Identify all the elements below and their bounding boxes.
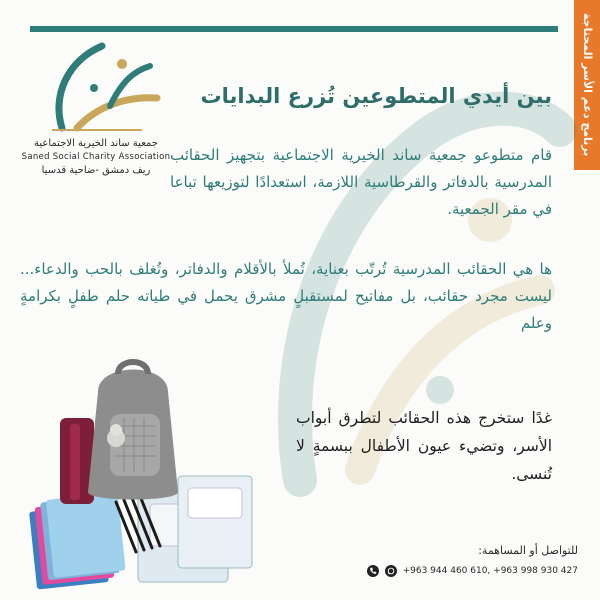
program-tab: [574, 0, 600, 170]
logo-location: ريف دمشق -ضاحية قدسيا: [41, 165, 151, 176]
contact-label: للتواصل أو المساهمة:: [478, 544, 578, 557]
program-tab-label: برنامج دعم الأسر المحتاجة: [581, 13, 594, 157]
folders: [28, 493, 127, 590]
logo-name-english: Saned Social Charity Association: [21, 152, 171, 162]
paragraph-bags: ها هي الحقائب المدرسية تُرتّب بعناية، تُملأ بالأقلام والدفاتر، وتُغلف بالحب والدعاء... ليست مجرد حقائب، بل مفاتيح لمستقبلٍ مشرق يحمل في طياته حلم طفلٍ بكرامةٍ وعلم: [20, 260, 552, 332]
logo-name-arabic: جمعية ساند الخيرية الاجتماعية: [34, 138, 158, 149]
phone-icon: [367, 565, 379, 577]
headline: بين أيدي المتطوعين تُزرع البدايات: [200, 84, 552, 108]
top-bar: [30, 26, 558, 32]
association-logo: [22, 36, 172, 136]
school-bag-illustration: [28, 352, 258, 592]
phone-numbers: +963 944 460 610, +963 998 930 427: [402, 566, 578, 576]
paragraph-tomorrow: غدًا ستخرج هذه الحقائب لتطرق أبواب الأسر، وتضيء عيون الأطفال ببسمةٍ لا تُنسى.: [296, 409, 552, 483]
whatsapp-icon: [385, 565, 397, 577]
paragraph-volunteers: قام متطوعو جمعية ساند الخيرية الاجتماعية بتجهيز الحقائب المدرسية بالدفاتر والقرطاسية اللازمة، استعدادًا لتوزيعها تباعا في مقر الجمعية.: [170, 146, 552, 218]
contact-row: [367, 565, 578, 577]
